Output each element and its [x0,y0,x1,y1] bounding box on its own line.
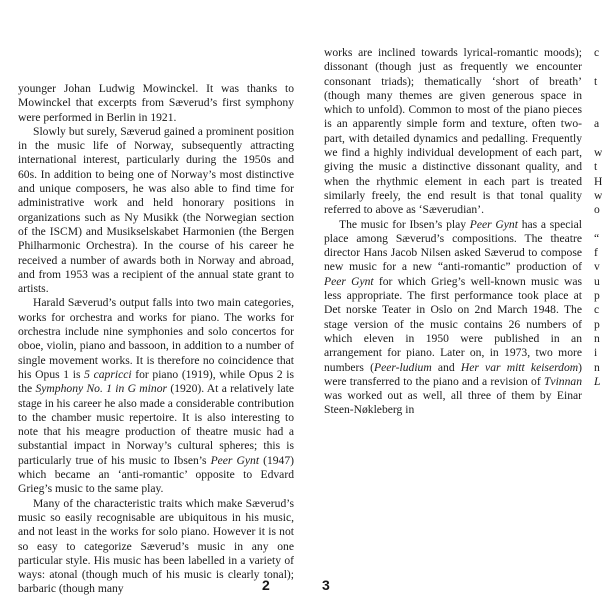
text-run: has a special place among Sæverud’s compositions. The theatre director Hans Jacob Nilsen asked Sæverud to compose new music for a new “anti-romantic” production of [324,217,582,274]
margin-fragment: t [594,160,598,174]
text-run: for piano (1919), while Opus 2 is the [18,367,295,396]
margin-fragment: a [594,117,600,131]
italic-title: Peer-ludium [373,360,432,374]
margin-fragment: c [594,303,600,317]
margin-fragment: o [594,203,600,217]
margin-fragment: n [594,360,600,374]
margin-fragment: p [594,317,600,331]
text-run: (1947) which became an ‘anti-romantic’ opposite to Edvard Grieg’s music to the same play. [18,453,295,496]
margin-fragment: c [594,46,600,59]
next-page-margin-fragment [594,46,602,388]
margin-fragment: u [594,274,600,288]
margin-fragment: t [594,74,598,88]
margin-fragment: “ [594,231,600,245]
paragraph [18,497,294,597]
italic-title: Peer Gynt [210,453,260,467]
paragraph [324,218,582,418]
italic-title: Symphony No. 1 in G minor [35,382,168,396]
page-number-left: 2 [262,577,270,593]
margin-fragment: L [594,374,601,388]
page-number-right: 3 [322,577,330,593]
italic-title: Tvinnan [543,374,582,388]
paragraph [18,82,294,125]
text-run: Slowly but surely, Sæverud gained a prominent position in the music life of Norway, subsequently attracting international interest, particularly during the 1950s and 60s. In addition to being one of Norway’s most distinctive and unique composers, he was also able to find time for administrative work and held honorary positions in organizations such as Ny Musikk (the Norwegian section of the ISCM) and Musikselskabet Harmonien (the Bergen Philharmonic Orchestra). In the course of his career he received a number of awards both in Norway and abroad, and from 1953 was a recipient of the annual state grant to artists. [18,124,294,296]
margin-fragment: p [594,289,600,303]
text-run: Harald Sæverud’s output falls into two main categories, works for orchestra and works for piano. The works for orchestra include nine symphonies and solo concertos for oboe, violin, piano and bassoon, in addition to a number of single movement works. It is therefore no coincidence that his Opus 1 is [18,296,294,381]
text-run: The music for Ibsen’s play [339,217,470,231]
text-run: Many of the characteristic traits which make Sæverud’s music so easily recognisable are ubiquitous in his music, and not least in the works for solo piano. However it is not so easy to categorize Sæverud’s music in any one particular style. His music has been labelled in a variety of ways: atonal (though much of his music is clearly tonal); barbaric (though many [18,496,294,596]
margin-fragment: v [594,260,600,274]
paragraph [18,125,294,297]
italic-title: Peer Gynt [324,274,374,288]
margin-fragment: w [594,188,602,202]
paragraph [324,46,582,218]
left-page-column [18,82,294,597]
text-run: was worked out as well, all three of them by Einar Steen-Nøkleberg in [324,389,582,417]
italic-title: 5 capricci [84,367,132,381]
margin-fragment: f [594,246,598,260]
text-run: younger Johan Ludwig Mowinckel. It was thanks to Mowinckel that excerpts from Sæverud’s first symphony were performed in Berlin in 1921. [18,82,294,124]
right-page-column [324,46,582,418]
margin-fragment: n [594,331,600,345]
text-run: and [431,360,461,374]
text-run: for which Grieg’s well-known music was less appropriate. The first performance took place at Det norske Teater in Oslo on 2nd March 1948. The stage version of the music contains 26 numbers of which eleven in 1950 were published in an arrangement for piano. Later on, in 1973, two more numbers ( [324,274,582,374]
italic-title: Peer Gynt [469,217,518,231]
margin-fragment: i [594,346,598,360]
margin-fragment: H [594,174,602,188]
italic-title: Her var mitt keiserdom [460,360,579,374]
margin-fragment: w [594,146,602,160]
text-run: ) were transferred to the piano and a revision of [324,360,583,388]
text-run: works are inclined towards lyrical-romantic moods); dissonant (though just as frequently we encounter consonant triads); thematically ‘short of breath’ (though many themes are given generous space in which to unfold). Common to most of the piano pieces is an apparently simple form and texture, often two-part, with detailed dynamics and pedalling. Frequently we find a highly individual development of each part, giving the music a distinctive dissonant quality, and when the rhythmic element in each part is treated similarly freely, the end result is that tonal quality referred to above as ‘Sæverudian’. [324,46,582,217]
paragraph [18,296,294,496]
text-run: (1920). At a relatively late stage in his career he also made a considerable contribution to the chamber music repertoire. It is also interesting to note that his meagre production of theatre music had a substantial impact in Norway’s cultural spheres; this is particularly true of his music to Ibsen’s [18,382,294,467]
